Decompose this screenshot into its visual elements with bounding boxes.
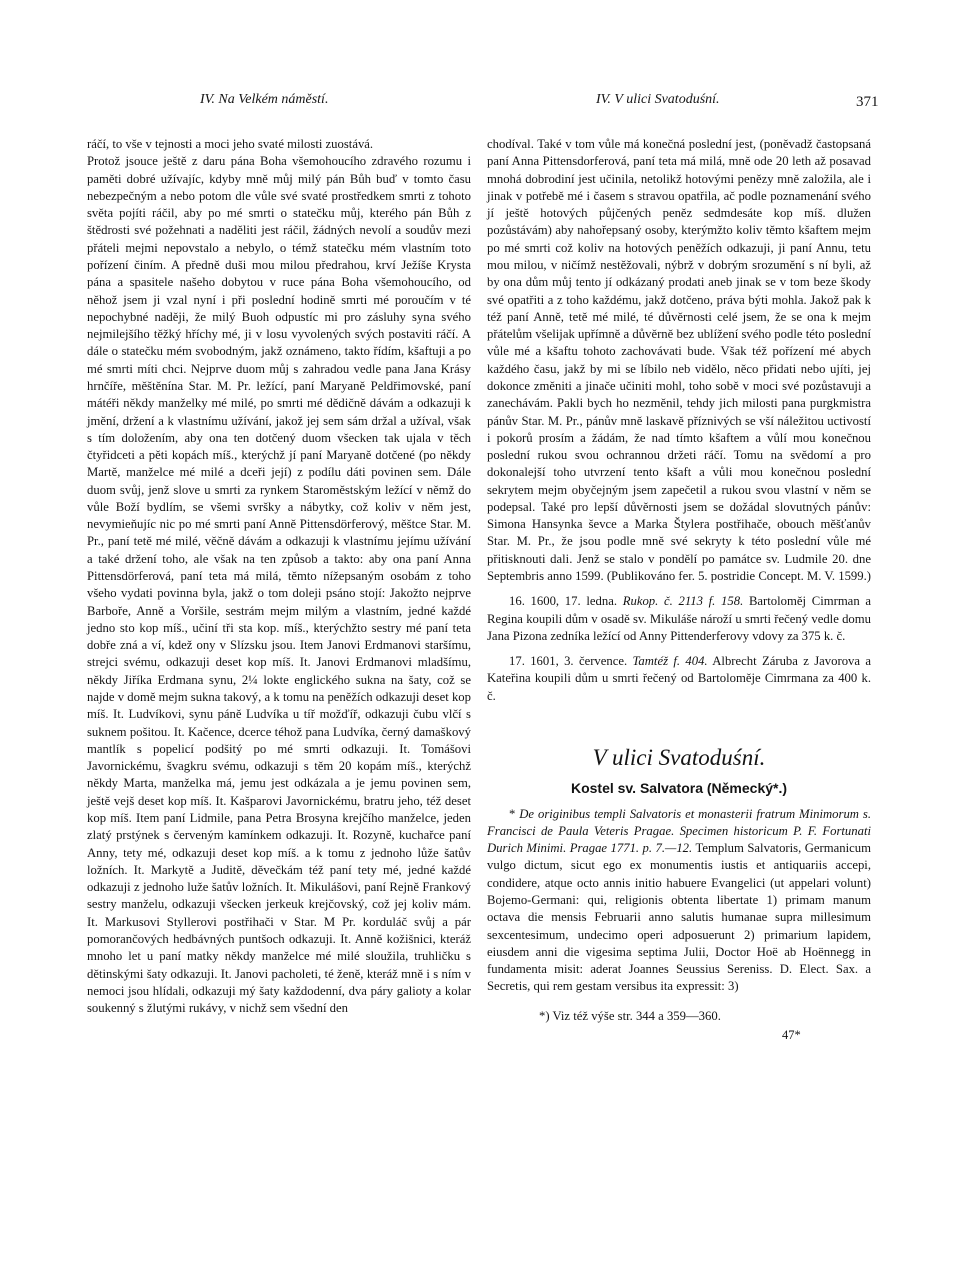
left-paragraph-testament: Protož jsouce ještě z daru pána Boha všemohoucího zdravého rozumu i paměti dobré užívajíc, kdyby mně můj milý pán Bůh buď v tomto času nebezpečným a nebo potom dle vůle své svaté prostředkem smrti z tohoto světa pojíti ráčil, aby po mé smrti o statečku můj, kterého pán Bůh z štědrosti své požehnati a naděliti jest ráčil, žádných nevolí a soudův mezi přáteli mejmi nepovstalo a nebylo, o témž statečku mém vlastním toto pořízení činím. A předně duši mou milou předrahou, krví Ježíše Krysta pána a spasitele našeho dobytou v ruce pána Boha všemohoucího, od něhož jsem ji vzal nyní i při poslední hodině smrti mé poroučím v té nepochybné naději, že milý Buoh odpustíc mi pro zásluhy syna svého nejmilejšího těžký hříchy mé, ji v losu vyvolených svých postaviti ráčí. A dále o statečku mém svobodným, jakž oznámeno, takto řídím, kšaftuji a po mé smrti míti chci. Nejprve duom můj s zahradou vedle pana Jana Krásy hrnčíře, měštěnína Star. M. Pr. ležící, paní Maryaně Peldřimovské, paní mátéři někdy manželky mé milé, po smrti mé dědičně dávám a odkazuji k jmění, držení a k vlastnímu užívání, jakož jej sem sám držal a užíval, však s tím doložením, aby ona ten dotčený duom všecken tak ujala v těch čtyřidceti a pěti kopách míš., kterýchž jí paní Maryaně dotčené (po někdy Martě, manželce mé milé a dceři její) z podílu dáti povinen sem. Dále duom svůj, jenž slove u smrti za rynkem Staroměstským ležící v němž do vůle Boží bydlím, se všemi svršky a nábytky, což koliv v něm jest, nevymieňujíc nic po mé smrti paní Anně Pittensdörferový, měštce Star. M. Pr., paní tetě mé milé, věčně dávám a odkazuji k vlastnímu jejímu užívání a také držení toho, ale však na ten způsob a takto: aby ona paní Anna Pittensdörferová, paní teta má milá, těmto nížepsaným osobám z toho všeho vydati povinna byla, jakž o tom doleji psáno stojí: Jakožto nejprve Barboře, Anně a Voršile, sestrám mejm milým a vlastním, jedné každé jedno sto kop míš., učiní tři sta kop. míš., kterýchžto sestry mé paní teta dobře zná a ví, kdež ony v Slízsku jsou. Item Janovi Erdmanovi staršímu, strejci svému, odkazuji deset kop míš. It. Janovi Erdmanovi mladšímu, někdy Jiříka Erdmana synu, 2¼ lokte englického sukna na šaty, což se najde v domě mejm sukna takový, a k tomu na peněžích odkazuji deset kop míš. It. Ludvíkovi, synu páně Ludvíka u tíř možďíř, odkazuji čubu vlčí s suknem pošitou. It. Kačence, dcerce téhož pana Ludvíka, černý damaškový mantlík s popelicí podšitý po mé smrti odkazuji. It. Tomášovi Javornickému, švagkru svému, odkazuji s těm 20 kopám míš., kterýchž někdy Marta, manželka má, jemu jest odkázala a je jemu povinen sem, ještě vejš deset kop míš. It. Kašparovi Javornickému, bratru jeho, též deset kop míš. Item paní Lidmile, pana Petra Brosyna krejčího manželce, jeden zlatý prstýnek s červeným kamínkem odkazuji. It. Rozyně, kuchařce paní Anny, tety mé, odkazuji deset kop míš. a k tomu z jednoho lůže šatův ložních. It. Markytě a Juditě, děvečkám též paní tety mé, jedné každé odkazuji z jednoho luže šatův ložních. It. Mikulášovi, paní Rejně Frankový sestry manželu, odkazuji všecken jerkeuk krejčovský, což jej koliv mám. It. Markusovi Styllerovi postřihači v Star. M Pr. korduláč svůj a pár pomorančových hedbávných puntšoch odkazuji. It. Anně kožišnici, kteráž mnoho let u paní matky někdy manželce mé milé sloužila, truhličku s dětinskými šaty odkazuji. It. Janovi pacholeti, té ženě, kteráž mně i s ním v nemoci jsou hlídali, odkazuji mý šaty každodenní, dva páry galioty a kolar soukenný s žlutými rukávy, v nichž sem všední den [87,154,471,1016]
latin-paragraph [487,806,871,996]
church-heading: Kostel sv. Salvatora (Německý*.) [570,780,788,797]
running-head-right: IV. V ulici Svatoduśní. [596,92,720,107]
section-heading: V ulici Svatoduśní. [592,745,766,770]
entry-17-source: Tamtéž f. 404. [632,654,708,669]
running-head-left: IV. Na Velkém náměstí. [200,92,329,107]
latin-text: Templum Salvatoris, Germanicum vulgo dictum, sicut ego ex monumentis iustis et antiquariis accepi, condidere, atque octo annis initio habuere Evangelici (ut appelari volunt) Bojemo-Germani: qui, religionis obtenta libertate 1) primam manum octava die mensis Februarii anno salutis humanae supra millesimum sexcentesimum, undecimo operi adposuerunt 2) primarium lapidem, eiusdem anni die vigesima septima Julii, Doctor Hoë ab Hoënnegg in fundamenta misit: aderat Joannes Seussius Sereniss. D. Elect. Sax. a Secretis, qui rem gestam versibus ita expressit: 3) [487,841,871,994]
entry-17 [487,653,871,705]
right-column [487,136,871,1044]
entry-16-lead: 16. 1600, 17. ledna. [509,594,618,609]
entry-16 [487,593,871,645]
entry-17-lead: 17. 1601, 3. července. [509,654,628,669]
left-column [87,136,471,1017]
left-paragraph-continuation: ráčí, to vše v tejnosti a moci jeho svaté milosti zuostává. [87,137,374,151]
entry-16-source: Rukop. č. 2113 f. 158. [622,594,744,609]
page-number: 371 [856,94,879,110]
right-paragraph-testament-end: chodíval. Také v tom vůle má konečná poslední jest, (poněvadž častopsaná paní Anna Pittensdorferová, paní teta má milá, mně ode 20 leth až posavad mnohá dobrodiní jest učinila, netolikž hotovými penězy mně založila, ale i jinak v potřebě mé i časem s stravou opatřila, ač podle poznamenání svého jí ještě hotových půjčených peněz sedmdesáte kop míš. dlužen pozůstávám) aby nahořepsaný osoby, kterýmžto koliv těmto kšaftem mejm po mé smrti což koliv na hotových peněžích odkazuji, ji paní Annu, tetu mou milou, v ničímž nestěžovali, nýbrž v dobrým srozumění s ní byli, až by ona dům můj tento jí odkázaný prodati aneb jinak se v tom beze škody své opatřiti a z toho každému, jakž dotčeno, práva býti mohla. Jakož pak k též paní Anně, tetě mé milé, té důvěrnosti celé jsem, že se ona k mejm přátelům všelijak upřímně a důvěrně bez ublížení svého podle této poslední vůle mé a kšaftu tohoto zachovávati bude. Však též pořízení mé abych každého času, jakž by mi se líbilo neb vidělo, něco přidati nebo ujíti, jej dokonce změniti a jinače učiniti mohl, toho sobě v moci své pozůstavuji a zanechávám. Pakli bych ho nezměnil, tehdy jich milosti pana purgkmistra pánův Star. M. Pr., pánův mně laskavě příznivých se vší náležitou uctivostí i pokorů prosím a žádám, že nad tímto kšaftem a vůlí mou konečnou poslední rukou svou ochrannou držeti ráčí. Tomu na svědomí a pro dokonalejší toho utvrzení tento kšaft a vůli mou konečnou poslední sekrytem mejm obyčejným jsem zapečetil a rukou svou vlastní v něm se podepsal. Také pro lepší důvěrnosti jsem se dožádal slovutných pánův: Simona Hansynka ševce a Marka Štylera postřihače, obouch měšťanův Star. M. Pr., že jsou podle mně své sekryty k této poslední vůle mé přitisknouti dali. Jenž se stalo v pondělí po památce sv. Ludmile 20. dne Septembris anno 1599. (Publikováno fer. 5. postridie Concept. M. V. 1599.) [487,137,871,584]
latin-citation: De originibus templi Salvatoris et monasterii fratrum Minimorum s. Francisci de Paula Veteris Pragae. Specimen historicum P. F. Fortunati Durich Minimi. Pragae 1771. p. 7.—12. [487,806,871,856]
entry-16-text: Bartoloměj Cimrman a Regina koupili dům v osadě sv. Mikuláše nároží u smrti řečený vedle domu Jana Pizona zedníka ležící od Anny Pittenderferovy vdovy za 375 k. č. [487,594,871,643]
entry-17-text: Albrecht Záruba z Javorova a Kateřina koupili dům u smrti řečený od Bartoloměje Cimrmana za 400 k. č. [487,654,871,703]
latin-star: * [509,806,516,821]
signature-mark: 47* [782,1027,801,1042]
footnote: *) Viz též výše str. 344 a 359—360. [539,1008,721,1023]
